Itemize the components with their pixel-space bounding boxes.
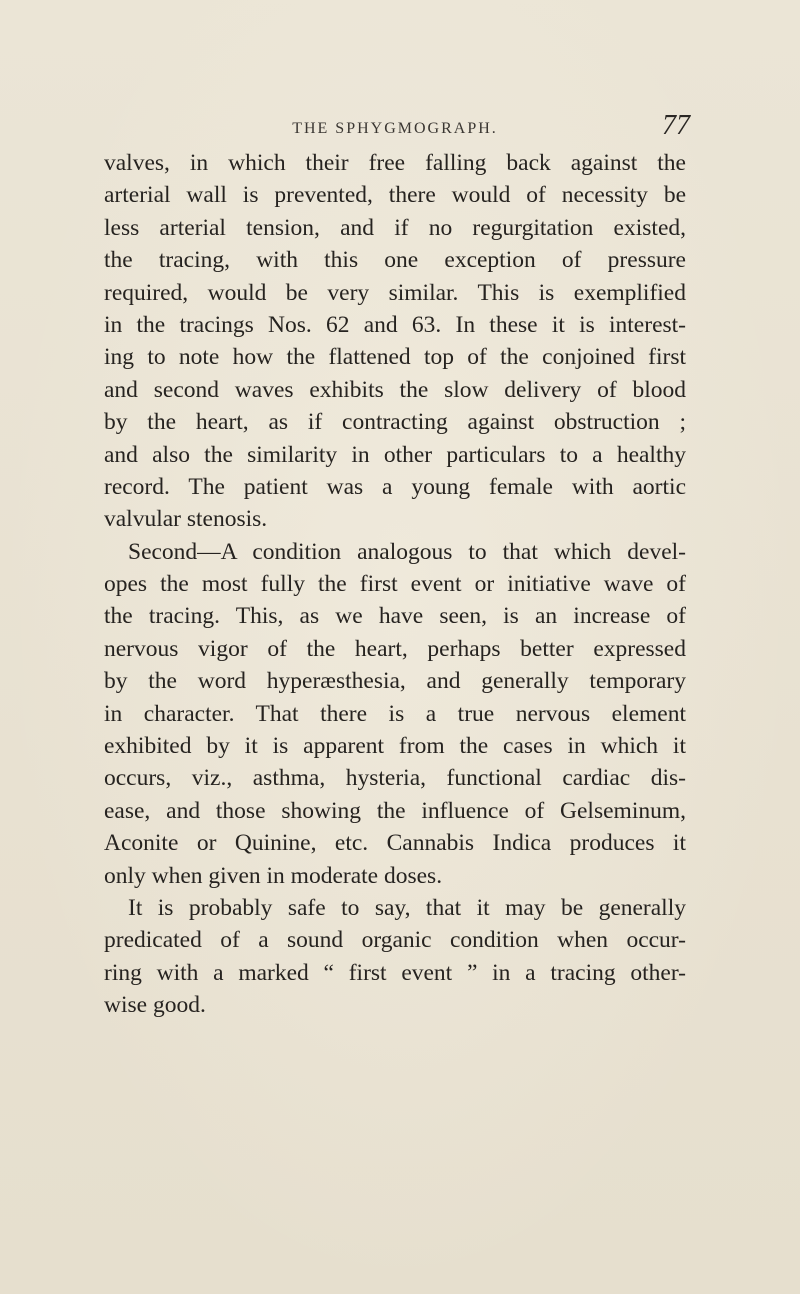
text-line: less arterial tension, and if no regurgitation existed, [104,214,686,241]
page-number: 77 [662,110,690,141]
paragraph [104,536,686,892]
running-head [104,110,690,142]
text-line: Second—A condition analogous to that which devel- [128,538,686,565]
text-line: in the tracings Nos. 62 and 63. In these it is interest- [104,311,686,338]
text-line: Aconite or Quinine, etc. Cannabis Indica produces it [104,830,686,857]
text-line: valves, in which their free falling back against the [104,150,686,176]
text-line: required, would be very similar. This is exemplified [104,279,686,306]
text-line: by the word hyperæsthesia, and generally temporary [104,668,686,695]
text-line: valvular stenosis. [104,506,268,533]
text-line: ease, and those showing the influence of Gelseminum, [104,797,686,824]
paragraph [104,147,686,536]
text-line: opes the most fully the first event or initiative wave of [104,571,686,598]
running-title: THE SPHYGMOGRAPH. [292,120,498,137]
text-line: the tracing, with this one exception of pressure [104,247,686,274]
text-line: by the heart, as if contracting against obstruction ; [104,409,686,436]
text-line: wise good. [104,992,206,1019]
text-line: ing to note how the flattened top of the conjoined first [104,344,686,371]
text-line: occurs, viz., asthma, hysteria, functional cardiac dis- [104,765,686,792]
body-text [104,147,686,1022]
text-line: It is probably safe to say, that it may be generally [128,894,686,921]
text-line: record. The patient was a young female with aortic [104,473,686,500]
text-line: and also the similarity in other particulars to a healthy [104,441,686,468]
paragraph [104,892,686,1022]
text-line: the tracing. This, as we have seen, is an increase of [104,603,686,630]
text-line: ring with a marked “ first event ” in a tracing other- [104,959,686,986]
text-line: and second waves exhibits the slow delivery of blood [104,376,686,403]
text-line: predicated of a sound organic condition when occur- [104,927,686,954]
text-line: arterial wall is prevented, there would of necessity be [104,182,686,209]
text-line: exhibited by it is apparent from the cases in which it [104,733,686,760]
text-line: in character. That there is a true nervous element [104,700,686,727]
text-line: nervous vigor of the heart, perhaps better expressed [104,635,686,662]
text-line: only when given in moderate doses. [104,862,443,889]
